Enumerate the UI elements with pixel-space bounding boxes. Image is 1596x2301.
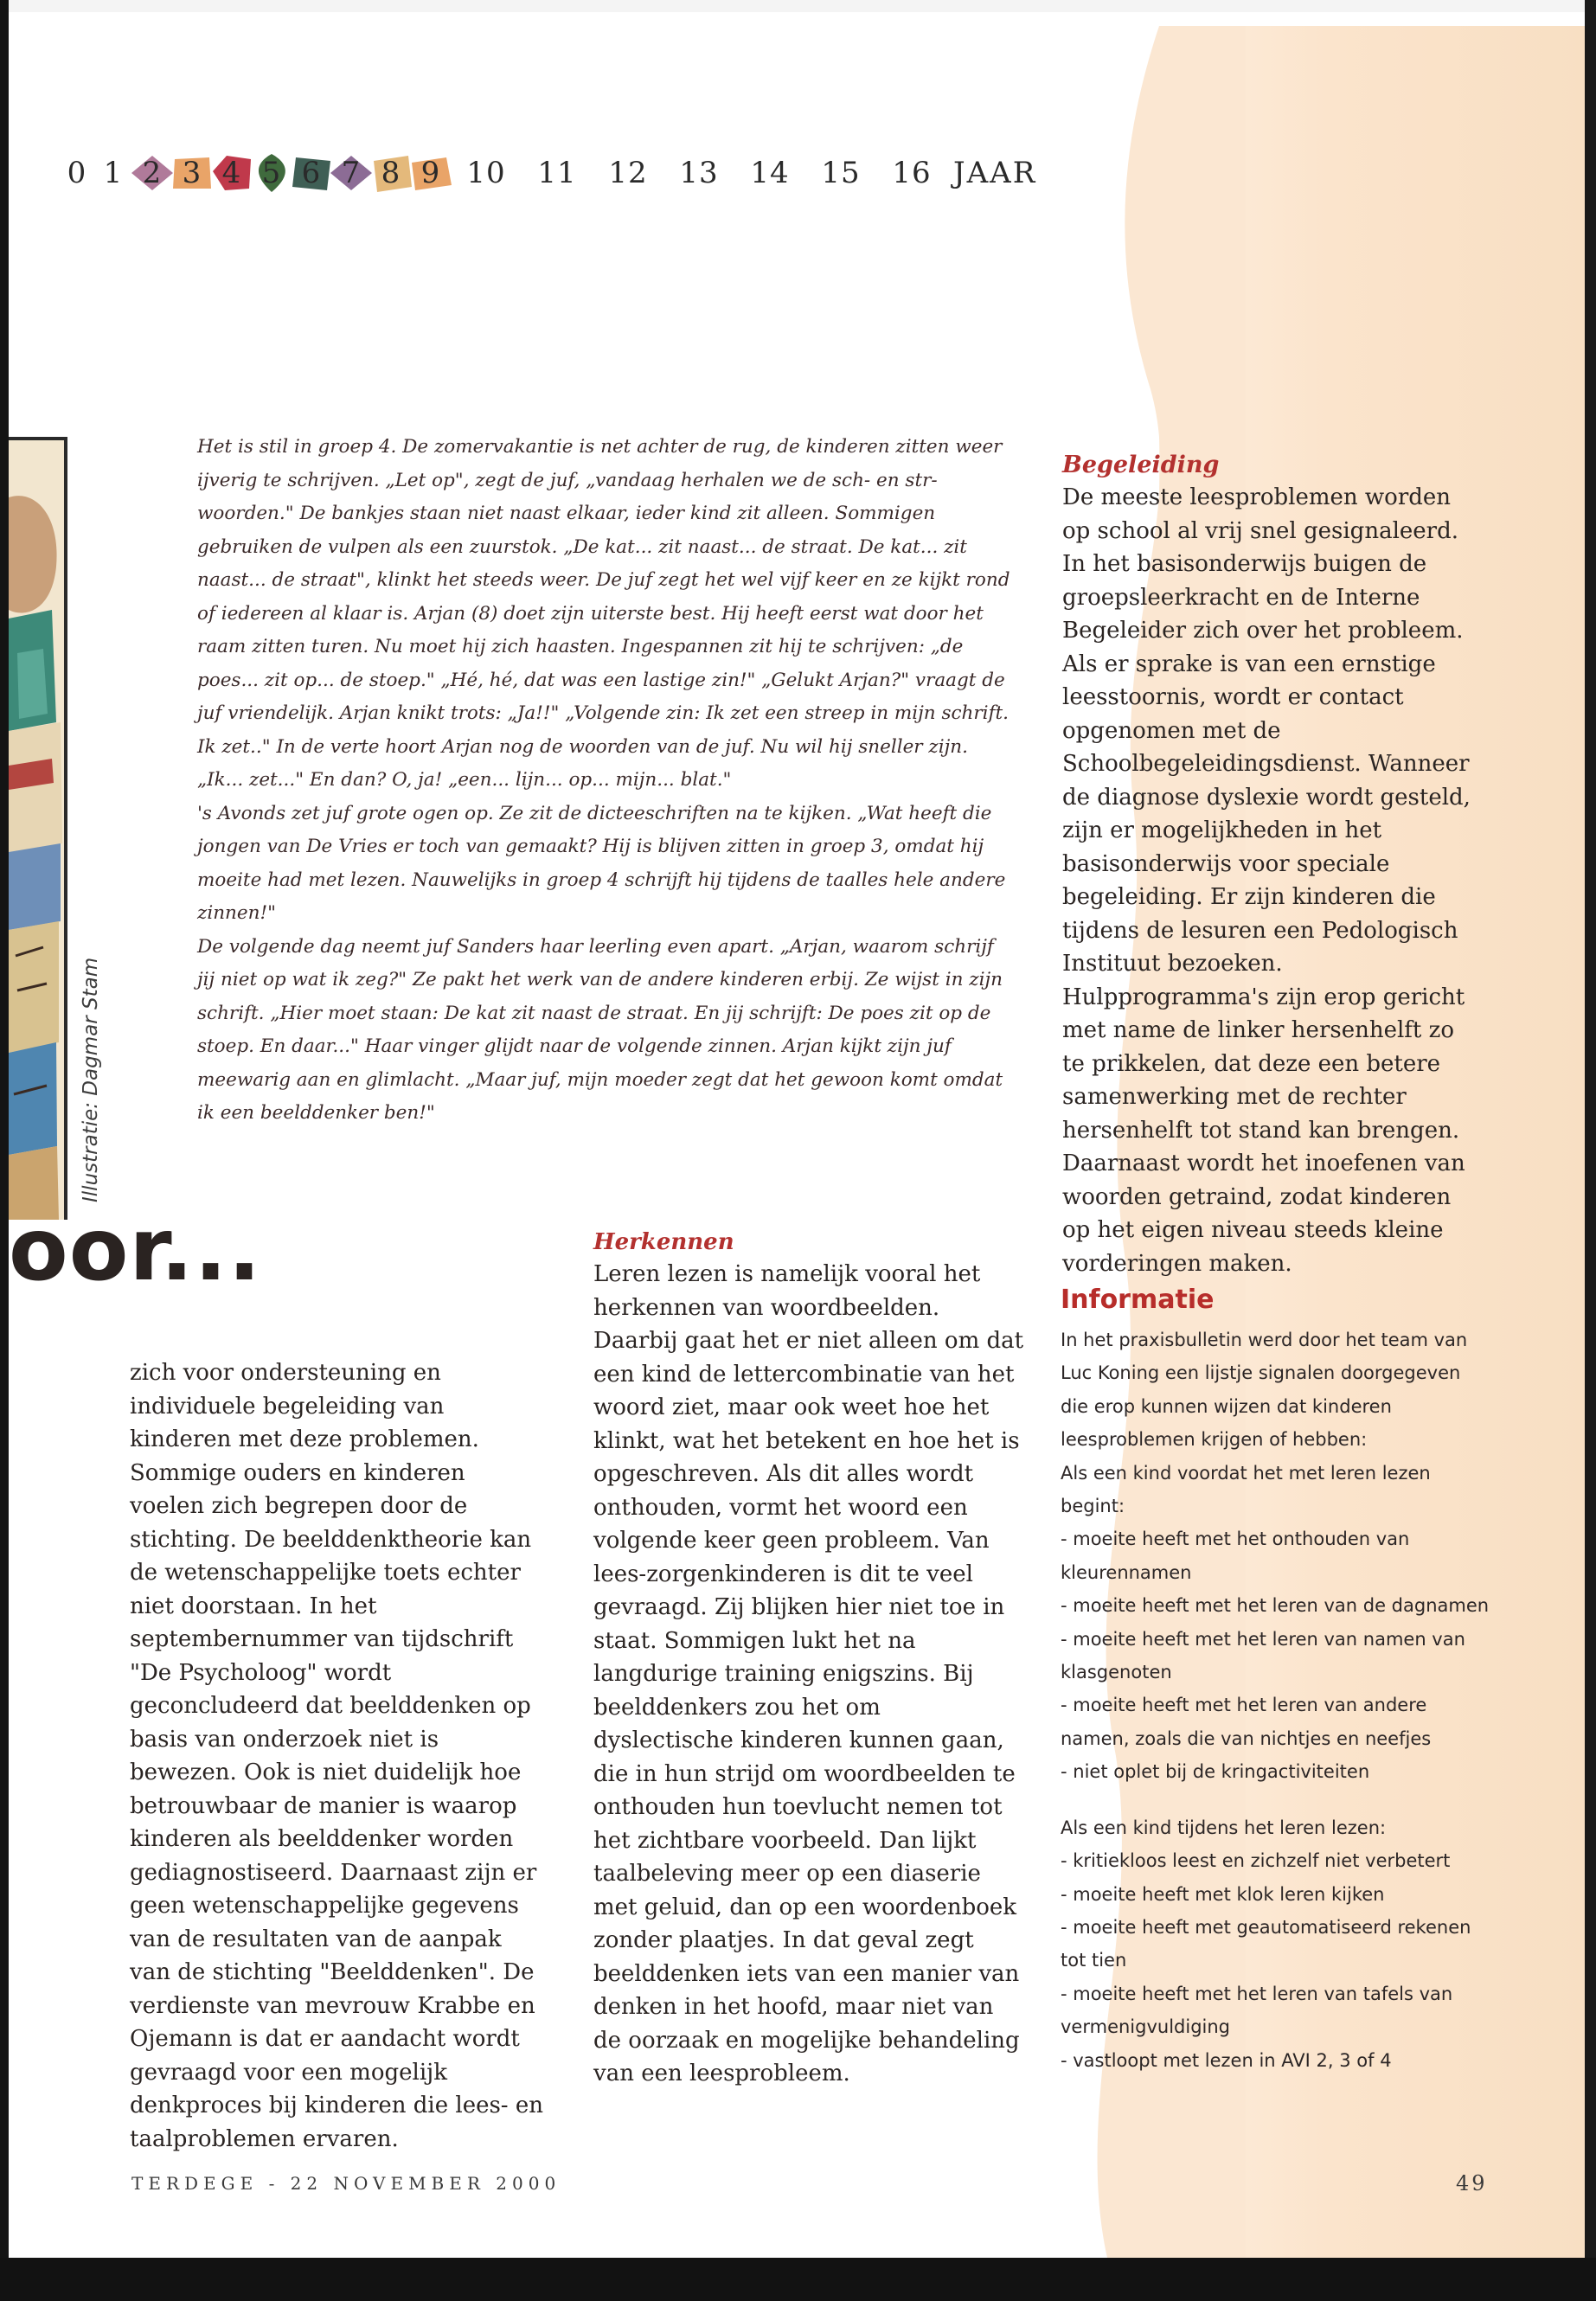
info-list-item: - moeite heeft met geautomatiseerd rekenen tot tien — [1061, 1916, 1471, 1971]
age-0 — [61, 156, 93, 190]
scan-border-right — [1585, 0, 1596, 2301]
info-list-item: - moeite heeft met klok leren kijken — [1061, 1883, 1385, 1905]
publication-footer: TERDEGE - 22 NOVEMBER 2000 — [131, 2173, 561, 2194]
age-7-marker — [332, 152, 370, 194]
intro-story — [197, 431, 1010, 1131]
info-intro: In het praxisbulletin werd door het team van Luc Koning een lijstje signalen doorgegeven die erop kunnen wijzen dat kinderen leesproblemen krijgen of hebben: — [1061, 1330, 1468, 1451]
section-heading-herkennen: Herkennen — [593, 1229, 734, 1255]
info-list-item: - moeite heeft met het leren van de dagnamen — [1061, 1595, 1490, 1617]
info-list-item: - niet oplet bij de kringactiviteiten — [1061, 1761, 1370, 1783]
age-scale — [61, 147, 1036, 199]
age-2-marker — [133, 152, 171, 194]
info-heading: Informatie — [1061, 1285, 1215, 1315]
age-3-marker — [173, 152, 211, 194]
illustration-strip — [9, 437, 67, 1220]
age-12 — [604, 156, 652, 190]
age-label-8: 8 — [381, 156, 401, 190]
info-list-item: - moeite heeft met het onthouden van kleurennamen — [1061, 1529, 1410, 1583]
age-1 — [97, 156, 130, 190]
age-label-14: 14 — [750, 156, 790, 190]
article-column-3 — [1062, 450, 1477, 1280]
headline-fragment: oor... — [9, 1199, 262, 1300]
age-14 — [746, 156, 794, 190]
scan-border-top — [0, 0, 1596, 12]
age-label-6: 6 — [301, 156, 322, 190]
age-9-marker — [412, 152, 450, 194]
section-heading-begeleiding: Begeleiding — [1062, 452, 1220, 478]
age-label-16: 16 — [892, 156, 932, 190]
body-text: Leren lezen is namelijk vooral het herkennen van woordbeelden. Daarbij gaat het er niet alleen om dat een kind de lettercombinatie van het woord ziet, maar ook weet hoe het klinkt, wat het betekent en hoe het is opgeschreven. Als dit alles wordt onthouden, vormt het woord een volgende keer geen probleem. Van lees-zorgenkinderen is dit te veel gevraagd. Zij blijken hier niet toe in staat. Sommigen lukt het na langdurige training enigszins. Bij beelddenkers zou het om dyslectische kinderen kunnen gaan, die in hun strijd om woordbeelden te onthouden hun toevlucht nemen tot het zichtbare voorbeeld. Dan lijkt taalbeleving meer op een diaserie met geluid, dan op een woordenboek zonder plaatjes. In dat geval zegt beelddenken iets van een manier van denken in het hoofd, maar niet van de oorzaak en mogelijke behandeling van een leesprobleem. — [593, 1261, 1024, 2086]
age-label-7: 7 — [341, 156, 362, 190]
info-list-item: - moeite heeft met het leren van namen van klasgenoten — [1061, 1628, 1465, 1683]
age-11 — [533, 156, 581, 190]
age-10 — [462, 156, 510, 190]
age-5-marker — [253, 152, 291, 194]
age-label-13: 13 — [679, 156, 719, 190]
body-text: De meeste leesproblemen worden op school al vrij snel gesignaleerd. In het basisonderwijs buigen de groepsleerkracht en de Interne Begeleider zich over het probleem. Als er sprake is van een ernstige leesstoornis, wordt er contact opgenomen met de Schoolbegeleidingsdienst. Wanneer de diagnose dyslexie wordt gesteld, zijn er mogelijkheden in het basisonderwijs voor speciale begeleiding. Er zijn kinderen die tijdens de lesuren een Pedologisch Instituut bezoeken. Hulpprogramma's zijn erop gericht met name de linker hersenhelft zo te prikkelen, dat deze een betere samenwerking met de rechter hersenhelft tot stand kan brengen. Daarnaast wordt het inoefenen van woorden getraind, zodat kinderen op het eigen niveau steeds kleine vorderingen maken. — [1062, 484, 1471, 1277]
age-4-marker — [213, 152, 251, 194]
article-column-2 — [593, 1227, 1026, 2091]
age-label-5: 5 — [261, 156, 282, 190]
scan-border-bottom — [0, 2258, 1596, 2301]
info-list-item: - vastloopt met lezen in AVI 2, 3 of 4 — [1061, 2049, 1392, 2071]
age-label-0: 0 — [67, 156, 87, 190]
age-label-12: 12 — [608, 156, 648, 190]
age-16 — [888, 156, 936, 190]
page-number: 49 — [1456, 2171, 1488, 2195]
age-label-3: 3 — [182, 156, 202, 190]
info-spacer — [1061, 1789, 1493, 1811]
age-label-15: 15 — [821, 156, 861, 190]
illustration-credit — [80, 917, 123, 1202]
age-8-marker — [372, 152, 410, 194]
age-label-10: 10 — [466, 156, 506, 190]
intro-paragraph: Het is stil in groep 4. De zomervakantie is net achter de rug, de kinderen zitten weer ijverig te schrijven. „Let op", zegt de juf, „vandaag herhalen we de sch- en str-woorden." De bankjes staan niet naast elkaar, ieder kind zit alleen. Sommigen gebruiken de vulpen als een zuurstok. „De kat... zit naast... de straat. De kat... zit naast... de straat", klinkt het steeds weer. De juf zegt het wel vijf keer en ze kijkt rond of iedereen al klaar is. Arjan (8) doet zijn uiterste best. Hij heeft eerst wat door het raam zitten turen. Nu moet hij zich haasten. Ingespannen zit hij te schrijven: „de poes... zit op... de stoep." „Hé, hé, dat was een lastige zin!" „Gelukt Arjan?" vraagt de juf vriendelijk. Arjan knikt trots: „Ja!!" „Volgende zin: Ik zet een streep in mijn schrift. Ik zet.." In de verte hoort Arjan nog de woorden van de juf. Nu wil hij sneller zijn. „Ik... zet..." En dan? O, ja! „een... lijn... op... mijn... blat." — [197, 436, 1010, 791]
age-label-11: 11 — [537, 156, 577, 190]
body-text: zich voor ondersteuning en individuele begeleiding van kinderen met deze problemen. Sommige ouders en kinderen voelen zich begrepen door de stichting. De beelddenktheorie kan de wetenschappelijke toets echter niet doorstaan. In het septembernummer van tijdschrift "De Psycholoog" wordt geconcludeerd dat beelddenken op basis van onderzoek niet is bewezen. Ook is niet duidelijk hoe betrouwbaar de manier is waarop kinderen als beelddenker worden gediagnostiseerd. Daarnaast zijn er geen wetenschappelijke gegevens van de resultaten van de aanpak van de stichting "Beelddenken". De verdienste van mevrouw Krabbe en Ojemann is dat er aandacht wordt gevraagd voor een mogelijk denkproces bij kinderen die lees- en taalproblemen ervaren. — [130, 1360, 543, 2152]
age-15 — [817, 156, 865, 190]
age-13 — [675, 156, 723, 190]
intro-paragraph: 's Avonds zet juf grote ogen op. Ze zit de dicteeschriften na te kijken. „Wat heeft die jongen van De Vries er toch van gemaakt? Hij is blijven zitten in groep 3, omdat hij moeite had met lezen. Nauwelijks in groep 4 schrijft hij tijdens de taalles hele andere zinnen!" — [197, 802, 1006, 924]
article-column-1 — [130, 1356, 545, 2156]
age-label-2: 2 — [142, 156, 163, 190]
age-label-4: 4 — [221, 156, 242, 190]
age-unit-label: JAAR — [953, 156, 1037, 190]
age-label-1: 1 — [103, 156, 124, 190]
info-list-item: - moeite heeft met het leren van andere namen, zoals die van nichtjes en neefjes — [1061, 1695, 1432, 1749]
info-box — [1061, 1324, 1493, 2077]
info-before-label: Als een kind voordat het met leren lezen begint: — [1061, 1462, 1431, 1517]
age-label-9: 9 — [420, 156, 441, 190]
info-list-item: - moeite heeft met het leren van tafels van vermenigvuldiging — [1061, 1983, 1453, 2038]
age-6-marker — [292, 152, 330, 194]
intro-paragraph: De volgende dag neemt juf Sanders haar leerling even apart. „Arjan, waarom schrijf jij niet op wat ik zeg?" Ze pakt het werk van de andere kinderen erbij. Ze wijst in zijn schrift. „Hier moet staan: De kat zit naast de straat. En jij schrijft: De poes zit op de stoep. En daar..." Haar vinger glijdt naar de volgende zinnen. Arjan kijkt zijn juf meewarig aan en glimlacht. „Maar juf, mijn moeder zegt dat het gewoon komt omdat ik een beelddenker ben!" — [197, 935, 1003, 1124]
illustration-credit-text: Illustratie: Dagmar Stam — [80, 957, 102, 1202]
info-during-label: Als een kind tijdens het leren lezen: — [1061, 1817, 1387, 1838]
scan-border-left — [0, 0, 9, 2301]
info-list-item: - kritiekloos leest en zichzelf niet verbetert — [1061, 1850, 1451, 1872]
